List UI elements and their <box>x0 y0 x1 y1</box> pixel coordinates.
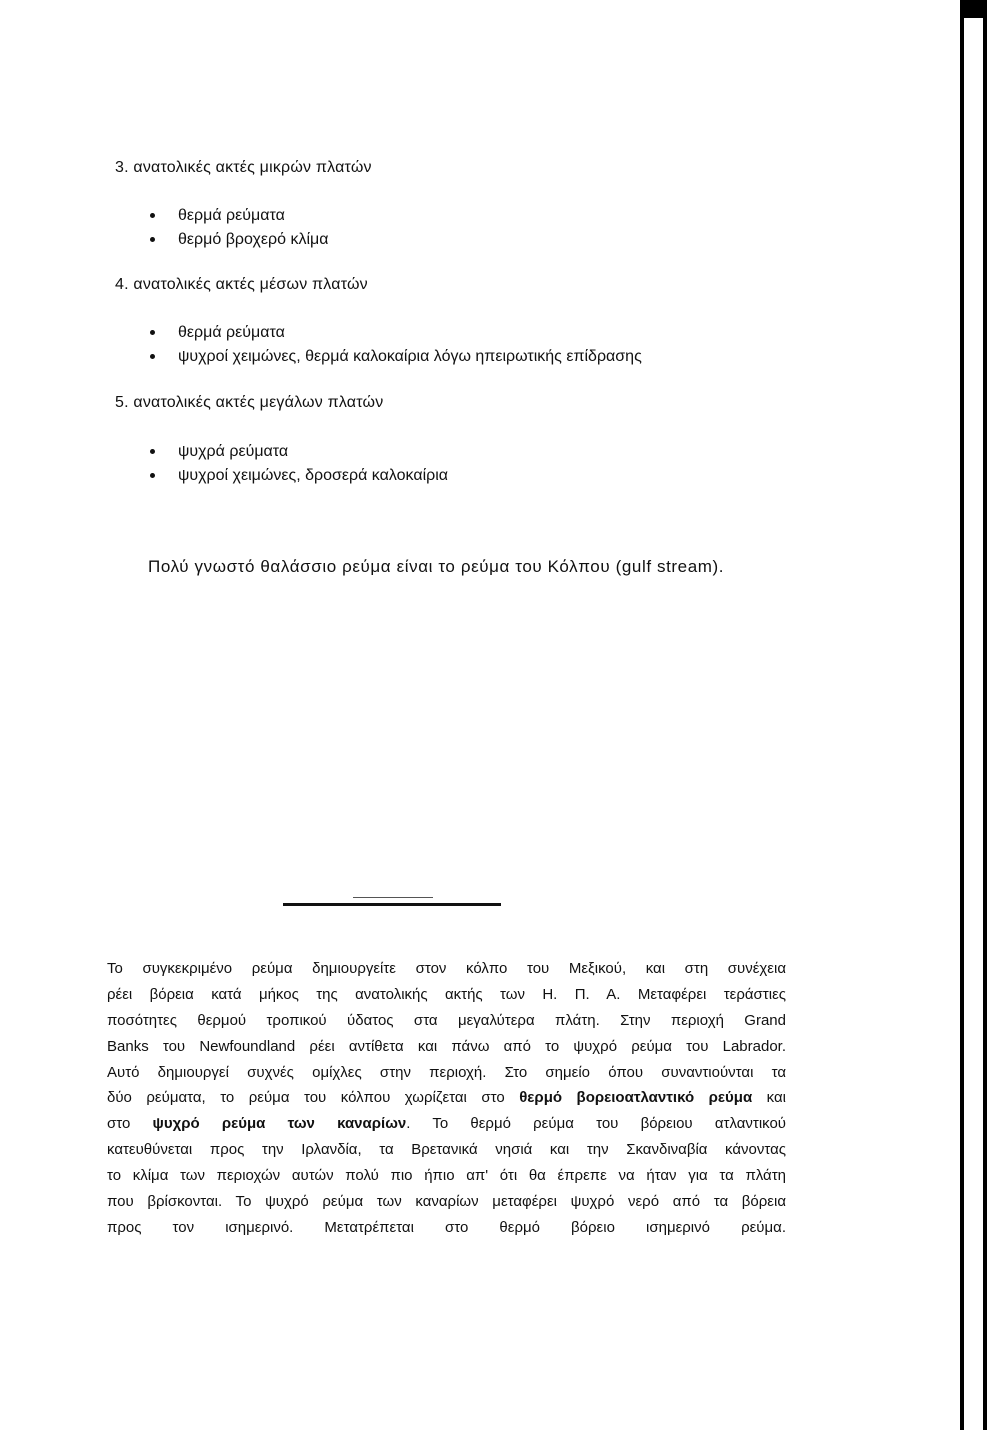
bullet-icon <box>150 213 155 218</box>
intro-emphasis: ρεύμα του Κόλπου <box>460 557 611 576</box>
bullet-icon <box>150 237 155 242</box>
paragraph-line: ποσότητες θερμού τροπικού ύδατος στα μεγαλύτερα πλάτη. Στην περιοχή Grand <box>107 1011 786 1029</box>
scan-edge <box>960 0 987 1430</box>
paragraph-line: ρέει βόρεια κατά μήκος της ανατολικής ακτής των Η. Π. Α. Μεταφέρει τεράστιες <box>107 985 786 1003</box>
paragraph-line <box>107 1085 786 1111</box>
section-heading-4: 4. ανατολικές ακτές μέσων πλατών <box>115 276 368 293</box>
gulf-stream-intro <box>148 557 724 577</box>
bullet-icon <box>150 449 155 454</box>
paragraph-line: Banks του Newfoundland ρέει αντίθετα και πάνω από το ψυχρό ρεύμα του Labrador. <box>107 1037 786 1055</box>
intro-text: Πολύ γνωστό θαλάσσιο ρεύμα είναι το <box>148 557 461 576</box>
paragraph-text: δύο ρεύματα, το ρεύμα του κόλπου χωρίζεται στο <box>107 1089 520 1107</box>
paragraph-line: προς τον ισημερινό. Μετατρέπεται στο θερμό βόρειο ισημερινό ρεύμα. <box>107 1218 786 1236</box>
bullet-icon <box>150 473 155 478</box>
bullet-icon <box>150 330 155 335</box>
bullet-list-5 <box>150 440 448 488</box>
list-item-text: ψυχροί χειμώνες, δροσερά καλοκαίρια <box>178 467 449 484</box>
list-item <box>150 345 642 369</box>
list-item-text: ψυχροί χειμώνες, θερμά καλοκαίρια λόγω ηπειρωτικής επίδρασης <box>178 348 642 365</box>
bullet-list-4 <box>150 321 642 369</box>
list-item-text: θερμά ρεύματα <box>178 324 285 341</box>
list-item <box>150 204 328 228</box>
bullet-list-3 <box>150 204 328 252</box>
intro-text-end: (gulf stream). <box>610 557 725 576</box>
paragraph-line: Το συγκεκριμένο ρεύμα δημιουργείτε στον κόλπο του Μεξικού, και στη συνέχεια <box>107 960 786 977</box>
list-item-text: θερμό βροχερό κλίμα <box>178 231 329 248</box>
paragraph-line: που βρίσκονται. Το ψυχρό ρεύμα των καναρίων μεταφέρει ψυχρό νερό από τα βόρεια <box>107 1193 786 1211</box>
list-item <box>150 464 448 488</box>
list-item <box>150 321 642 345</box>
paragraph-line: κατευθύνεται προς την Ιρλανδία, τα Βρετανικά νησιά και την Σκανδιναβία κάνοντας <box>107 1141 786 1159</box>
paragraph-text: και <box>752 1089 786 1107</box>
list-item <box>150 440 448 464</box>
section-heading-3: 3. ανατολικές ακτές μικρών πλατών <box>115 159 372 176</box>
list-item-text: θερμά ρεύματα <box>178 207 285 224</box>
divider-line <box>283 903 501 906</box>
paragraph-line: Αυτό δημιουργεί συχνές ομίχλες στην περιοχή. Στο σημείο όπου συναντιούνται τα <box>107 1063 786 1081</box>
bullet-icon <box>150 354 155 359</box>
bold-term: θερμό βορειοατλαντικό ρεύμα <box>519 1089 753 1107</box>
paragraph-line <box>107 1111 786 1137</box>
paragraph-text: . Το θερμό ρεύμα του βόρειου ατλαντικού <box>406 1115 787 1133</box>
list-item <box>150 228 328 252</box>
paragraph-line: το κλίμα των περιοχών αυτών πολύ πιο ήπιο απ' ότι θα έπρεπε να ήταν για τα πλάτη <box>107 1167 786 1185</box>
list-item-text: ψυχρά ρεύματα <box>178 443 289 460</box>
body-paragraph <box>107 956 786 1241</box>
paragraph-text: στο <box>107 1115 153 1133</box>
bold-term: ψυχρό ρεύμα των καναρίων <box>152 1115 407 1133</box>
section-heading-5: 5. ανατολικές ακτές μεγάλων πλατών <box>115 394 384 411</box>
